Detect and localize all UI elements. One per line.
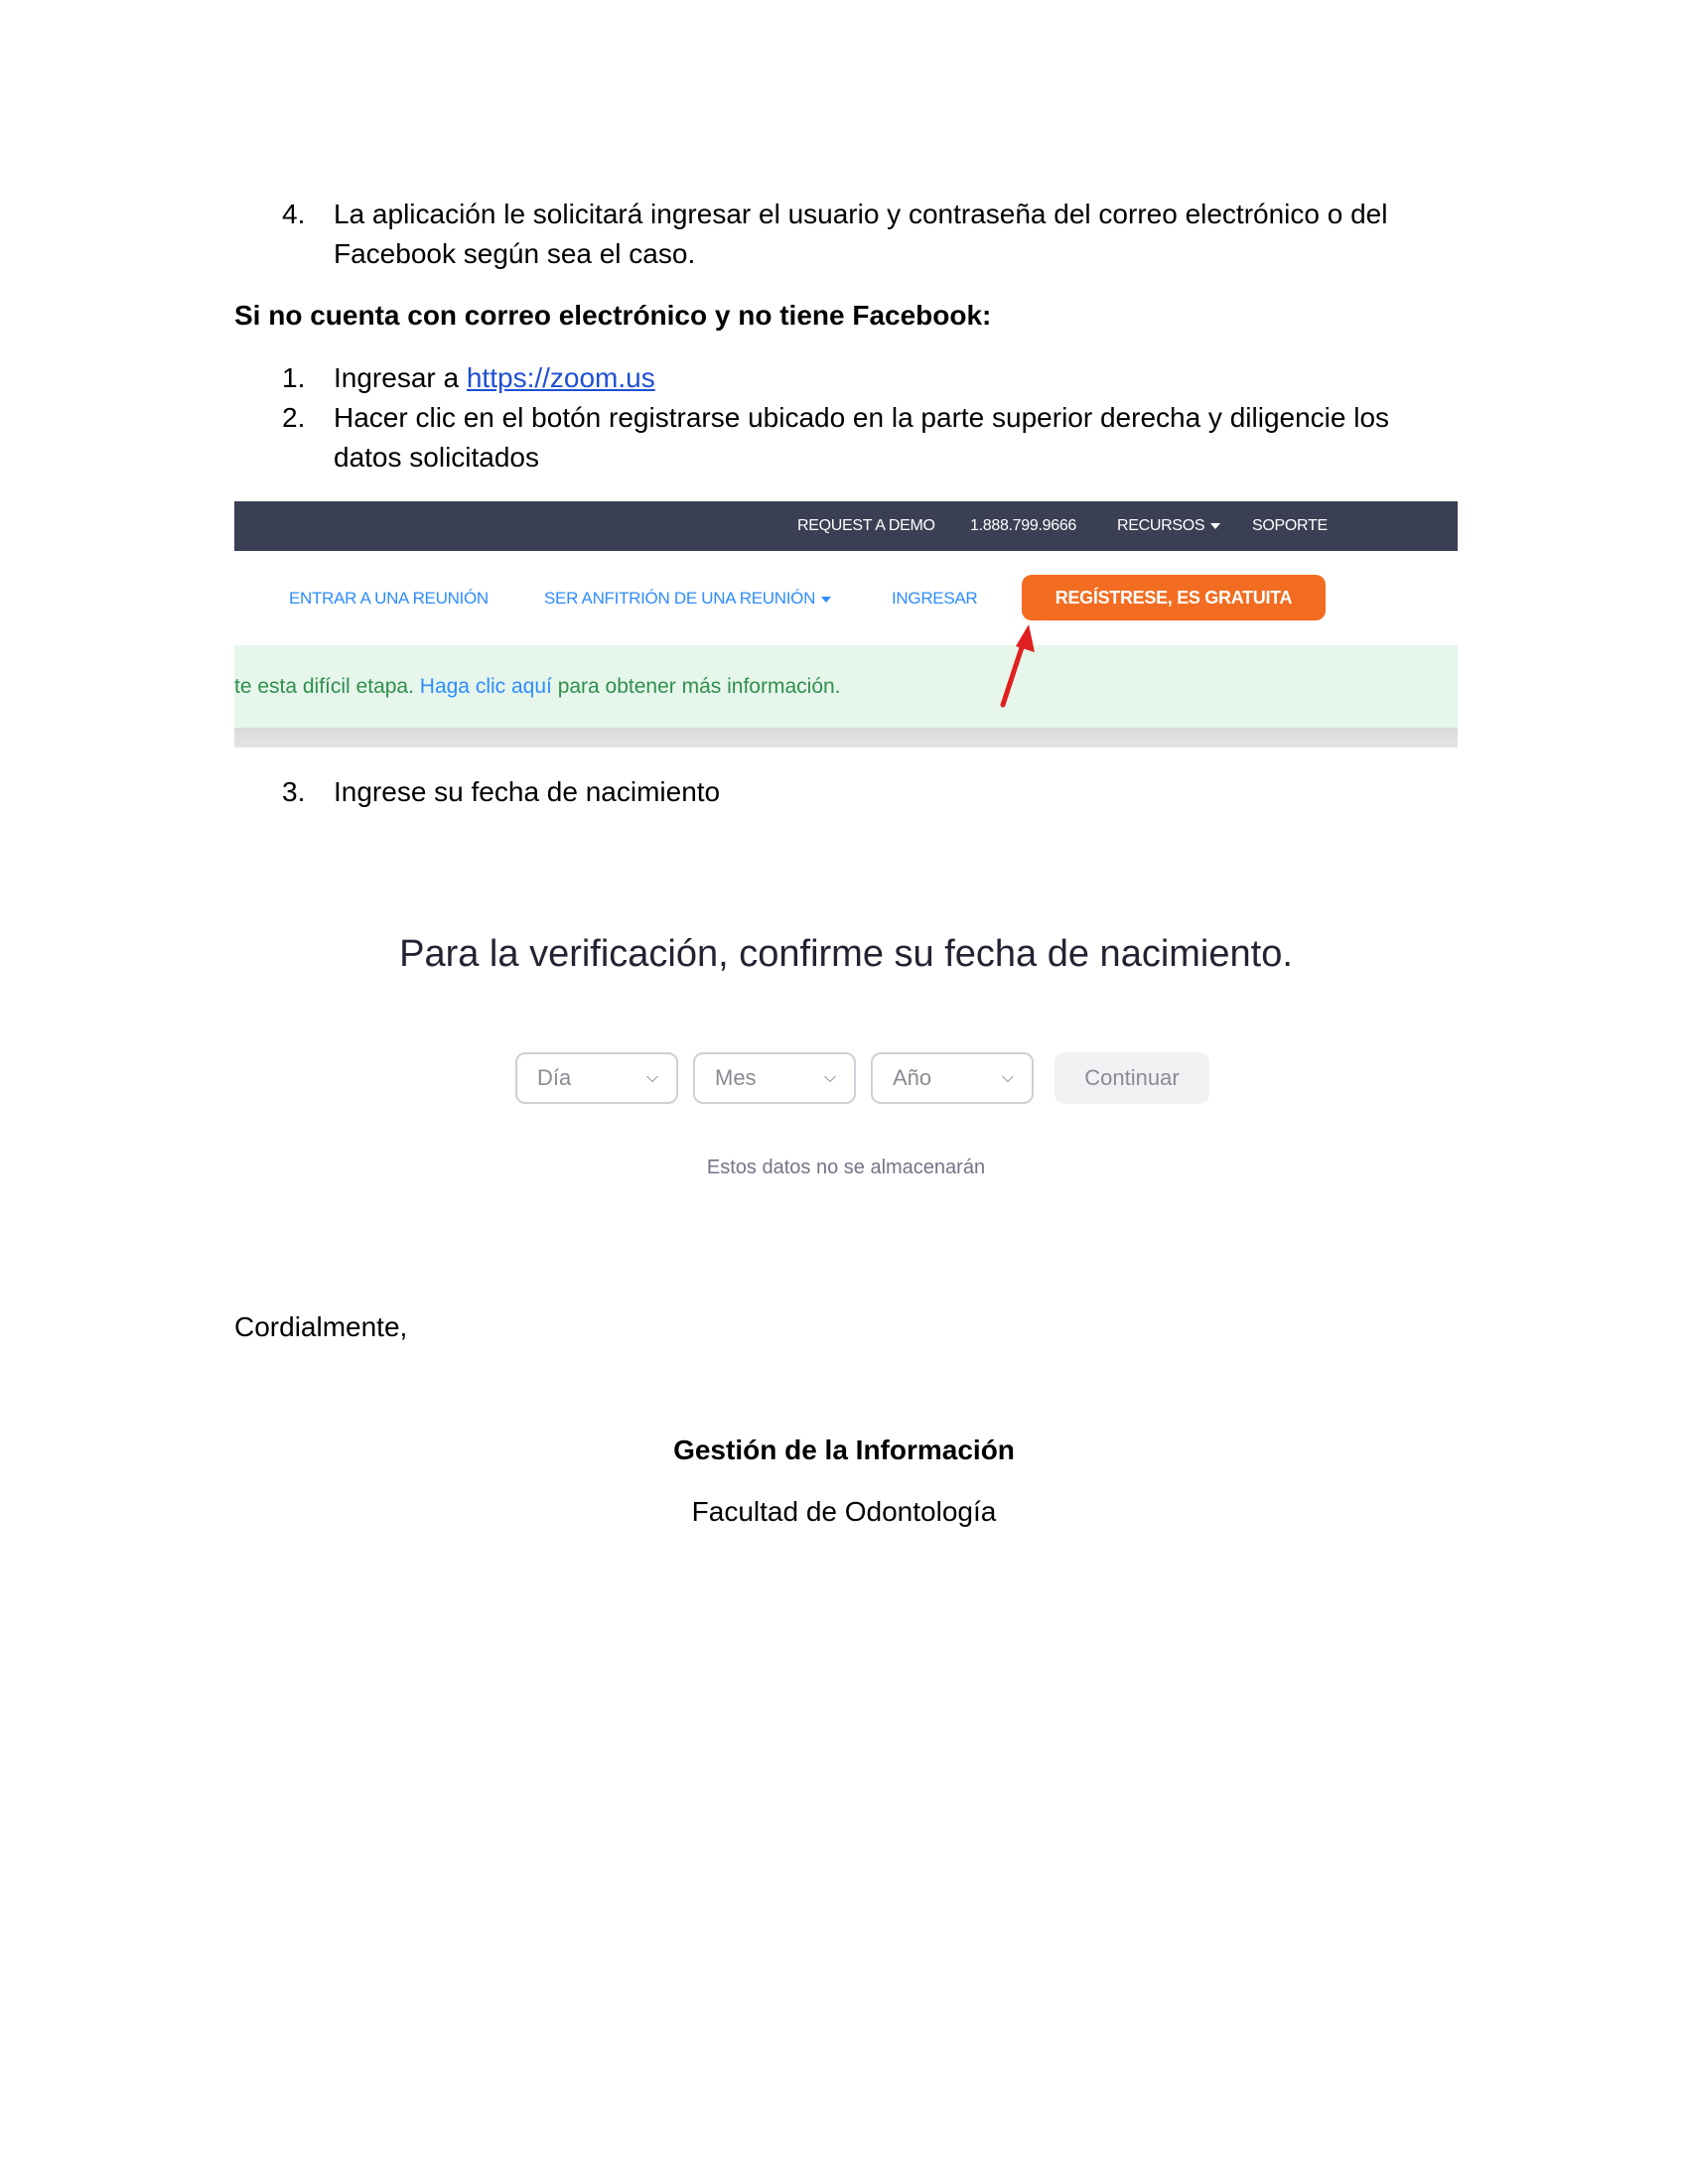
- month-label: Mes: [715, 1065, 757, 1090]
- zoom-header-screenshot: [234, 501, 1458, 748]
- day-label: Día: [537, 1065, 572, 1090]
- resources-label: RECURSOS: [1117, 517, 1205, 534]
- list-number: 3.: [282, 776, 306, 807]
- step3-text: Ingrese su fecha de nacimiento: [334, 776, 721, 807]
- signature-name: Gestión de la Información: [673, 1434, 1015, 1465]
- year-select[interactable]: [871, 1052, 1034, 1104]
- chevron-down-icon: ⌵: [823, 1069, 836, 1086]
- closing-text: Cordialmente,: [234, 1311, 408, 1342]
- section-heading: Si no cuenta con correo electrónico y no tiene Facebook:: [234, 300, 992, 331]
- request-demo-link[interactable]: REQUEST A DEMO: [797, 517, 935, 534]
- banner-link[interactable]: Haga clic aquí: [419, 675, 552, 698]
- banner-prefix: te esta difícil etapa.: [234, 675, 420, 698]
- item4-line2: Facebook según sea el caso.: [334, 238, 696, 269]
- step2-line1: Hacer clic en el botón registrarse ubicado en la parte superior derecha y diligencie los: [334, 402, 1390, 433]
- birthdate-screenshot: [234, 874, 1458, 1231]
- list-number: 2.: [282, 402, 306, 433]
- join-meeting-link[interactable]: ENTRAR A UNA REUNIÓN: [289, 589, 489, 608]
- verification-title: Para la verificación, confirme su fecha de nacimiento.: [399, 933, 1293, 975]
- support-link[interactable]: SOPORTE: [1252, 517, 1328, 534]
- chevron-down-icon: ⌵: [1001, 1069, 1014, 1086]
- signup-button[interactable]: REGÍSTRESE, ES GRATUITA: [1022, 575, 1326, 620]
- host-meeting-label: SER ANFITRIÓN DE UNA REUNIÓN: [544, 589, 816, 608]
- list-number: 1.: [282, 362, 306, 393]
- zoom-link[interactable]: https://zoom.us: [466, 362, 655, 393]
- signin-link[interactable]: INGRESAR: [892, 589, 978, 608]
- list-number: 4.: [282, 199, 306, 229]
- chevron-down-icon: ⌵: [645, 1069, 658, 1086]
- step1-text: [334, 358, 655, 398]
- day-select[interactable]: [515, 1052, 678, 1104]
- step2-line2: datos solicitados: [334, 442, 540, 473]
- signature-faculty: Facultad de Odontología: [691, 1496, 997, 1527]
- continue-button[interactable]: Continuar: [1055, 1052, 1209, 1104]
- item4-line1: La aplicación le solicitará ingresar el usuario y contraseña del correo electrónico o del: [334, 199, 1388, 229]
- step1-label: Ingresar a: [334, 362, 467, 393]
- red-arrow-icon: [234, 501, 1458, 748]
- year-label: Año: [893, 1065, 932, 1090]
- privacy-note: Estos datos no se almacenarán: [706, 1157, 986, 1178]
- phone-number[interactable]: 1.888.799.9666: [970, 517, 1077, 534]
- month-select[interactable]: [693, 1052, 856, 1104]
- banner-suffix: para obtener más información.: [551, 675, 841, 698]
